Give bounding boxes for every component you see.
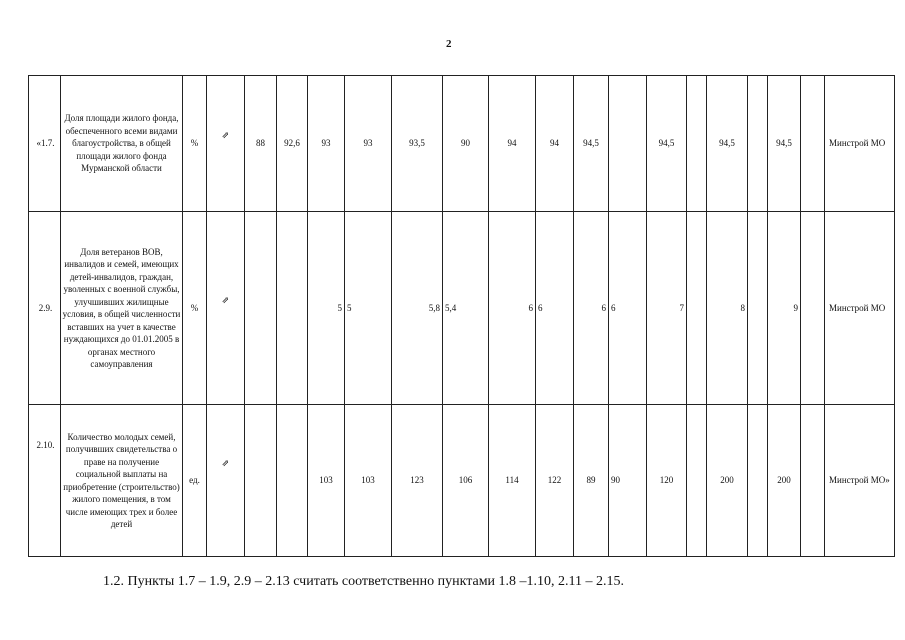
value-cell: 106 [443,405,489,557]
value-cell: 122 [536,405,574,557]
trend-arrow-icon: ⇗ [207,76,245,212]
responsible-cell: Минстрой МО» [825,405,895,557]
value-cell [609,76,647,212]
value-cell: 120 [647,405,687,557]
value-cell [277,405,308,557]
table-row [29,76,895,212]
unit-cell: ед. [183,405,207,557]
value-cell: 94,5 [768,76,801,212]
indicator-name: Доля площади жилого фонда, обеспеченного всеми видами благоустройства, в общей площади жилого фонда Мурманской области [61,76,183,212]
footnote-text: 1.2. Пункты 1.7 – 1.9, 2.9 – 2.13 считать соответственно пунктами 1.8 –1.10, 2.11 – 2.15. [103,574,625,589]
row-number: 2.10. [29,405,61,557]
value-cell [801,212,825,405]
trend-arrow-icon: ⇗ [207,212,245,405]
value-cell: 114 [489,405,536,557]
value-cell: 93 [308,76,345,212]
value-cell: 9 [768,212,801,405]
row-number: 2.9. [29,212,61,405]
value-cell: 6 [489,212,536,405]
value-cell: 94,5 [707,76,748,212]
value-cell: 6 [609,212,647,405]
value-cell [687,405,707,557]
value-cell: 94,5 [574,76,609,212]
value-cell: 5,4 [443,212,489,405]
value-cell: 6 [574,212,609,405]
indicator-name: Доля ветеранов ВОВ, инвалидов и семей, имеющих детей-инвалидов, граждан, уволенных с военной службы, улучшивших жилищные условия, в общей численности вставших на учет в качестве нуждающихся до 01.01.2005 в органах местного самоуправления [61,212,183,405]
indicator-name: Количество молодых семей, получивших свидетельства о праве на получение социальной выплаты на приобретение (строительство) жилого помещения, в том числе имеющих трех и более детей [61,405,183,557]
value-cell [748,76,768,212]
value-cell [277,212,308,405]
value-cell [801,76,825,212]
unit-cell: % [183,76,207,212]
value-cell: 8 [707,212,748,405]
value-cell [245,212,277,405]
value-cell: 7 [647,212,687,405]
value-cell: 90 [609,405,647,557]
value-cell: 94,5 [647,76,687,212]
row-number: «1.7. [29,76,61,212]
value-cell: 90 [443,76,489,212]
table-row [29,405,895,557]
value-cell: 88 [245,76,277,212]
value-cell: 5 [345,212,392,405]
value-cell: 94 [489,76,536,212]
value-cell [687,212,707,405]
value-cell [687,76,707,212]
unit-cell: % [183,212,207,405]
value-cell: 200 [707,405,748,557]
value-cell [748,212,768,405]
responsible-cell: Минстрой МО [825,76,895,212]
value-cell [245,405,277,557]
value-cell: 5 [308,212,345,405]
value-cell: 94 [536,76,574,212]
value-cell [748,405,768,557]
value-cell: 89 [574,405,609,557]
value-cell: 103 [308,405,345,557]
page-number: 2 [446,38,452,50]
value-cell: 93,5 [392,76,443,212]
value-cell: 200 [768,405,801,557]
indicators-table [28,75,895,557]
responsible-cell: Минстрой МО [825,212,895,405]
value-cell: 5,8 [392,212,443,405]
value-cell: 92,6 [277,76,308,212]
value-cell: 103 [345,405,392,557]
value-cell: 123 [392,405,443,557]
table-row [29,212,895,405]
trend-arrow-icon: ⇗ [207,405,245,557]
value-cell: 6 [536,212,574,405]
value-cell: 93 [345,76,392,212]
value-cell [801,405,825,557]
